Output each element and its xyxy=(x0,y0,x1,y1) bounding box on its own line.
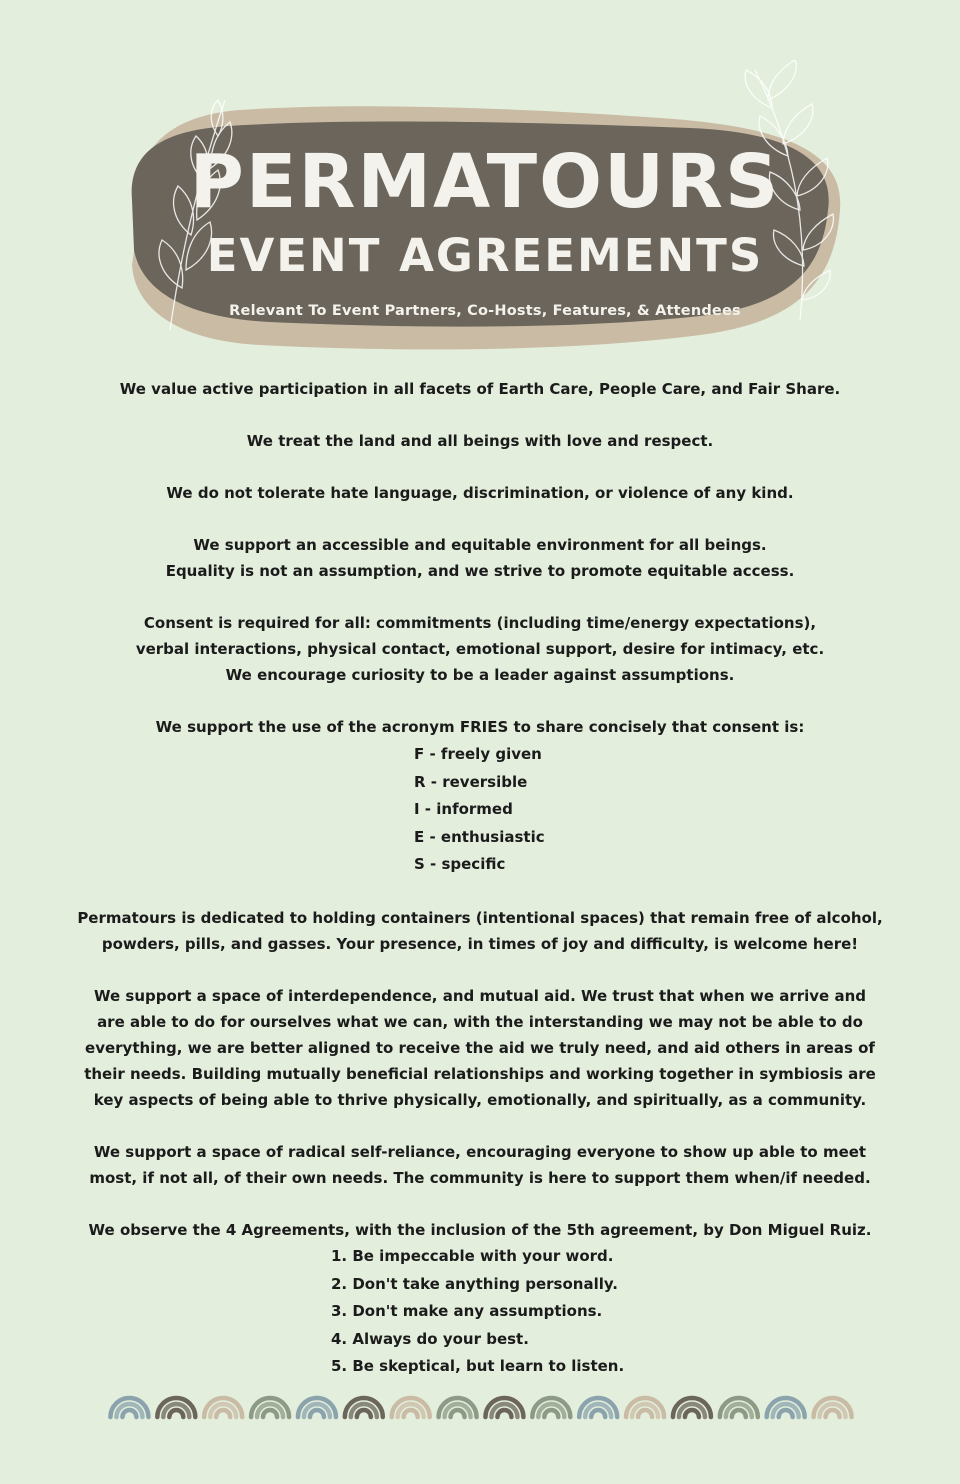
page-subtitle: EVENT AGREEMENTS xyxy=(206,229,764,282)
rainbow-arc xyxy=(122,1410,136,1417)
page-title: PERMATOURS xyxy=(189,139,781,225)
paragraph-line: Consent is required for all: commitments (including time/energy expectations), xyxy=(143,614,817,632)
rainbow-icon xyxy=(485,1398,523,1417)
audience-note: Relevant To Event Partners, Co-Hosts, Features, & Attendees xyxy=(229,303,741,319)
rainbow-arc xyxy=(638,1410,652,1417)
rainbow-arc xyxy=(497,1410,511,1417)
rainbow-icon xyxy=(579,1398,617,1417)
rainbow-arc xyxy=(310,1410,324,1417)
paragraph-line: are able to do for ourselves what we can, with the interstanding we may not be able to do xyxy=(97,1012,863,1031)
rainbow-icon xyxy=(814,1398,852,1417)
paragraph-line: We support a space of radical self-reliance, encouraging everyone to show up able to meet xyxy=(93,1142,867,1161)
paragraph-fries xyxy=(40,714,920,879)
fries-item: F - freely given xyxy=(414,745,542,763)
rainbow-icon xyxy=(110,1398,148,1417)
rainbow-icon xyxy=(439,1398,477,1417)
paragraph-line: powders, pills, and gasses. Your presence, in times of joy and difficulty, is welcome here! xyxy=(101,934,859,953)
paragraph-line: key aspects of being able to thrive physically, emotionally, and spiritually, as a community. xyxy=(93,1090,867,1109)
agreement-item: 2. Don't take anything personally. xyxy=(331,1274,618,1293)
paragraph-line: We value active participation in all facets of Earth Care, People Care, and Fair Share. xyxy=(119,380,841,398)
rainbow-arc xyxy=(826,1410,840,1417)
fries-item: S - specific xyxy=(414,855,506,874)
agreements-body xyxy=(40,376,920,1407)
rainbow-icon xyxy=(767,1398,805,1417)
agreement-item: 5. Be skeptical, but learn to listen. xyxy=(331,1357,625,1376)
fries-item: R - reversible xyxy=(414,772,528,791)
paragraph-substance-free xyxy=(40,905,920,957)
paragraph-line: everything, we are better aligned to receive the aid we truly need, and aid others in areas of xyxy=(85,1038,875,1057)
paragraph-participation xyxy=(40,376,920,402)
agreement-item: 1. Be impeccable with your word. xyxy=(331,1246,614,1265)
paragraph-line: Equality is not an assumption, and we strive to promote equitable access. xyxy=(165,562,795,580)
rainbow-arc xyxy=(263,1410,277,1417)
paragraph-line: their needs. Building mutually beneficial relationships and working together in symbiosis are xyxy=(84,1064,876,1083)
paragraph-respect xyxy=(40,428,920,454)
paragraph-no-hate xyxy=(40,480,920,506)
fries-item: E - enthusiastic xyxy=(414,827,545,846)
fries-list xyxy=(40,741,920,879)
paragraph-line: most, if not all, of their own needs. The community is here to support them when/if needed. xyxy=(89,1168,871,1187)
paragraph-line: We treat the land and all beings with love and respect. xyxy=(246,432,714,450)
paragraph-four-agreements xyxy=(40,1217,920,1381)
rainbow-arc xyxy=(732,1410,746,1417)
rainbow-icon xyxy=(626,1398,664,1417)
rainbow-arc xyxy=(591,1410,605,1417)
paragraph-consent xyxy=(40,610,920,688)
rainbow-icon xyxy=(204,1398,242,1417)
agreement-item: 3. Don't make any assumptions. xyxy=(331,1302,603,1321)
paragraph-line: We support a space of interdependence, and mutual aid. We trust that when we arrive and xyxy=(94,986,866,1005)
paragraph-line: We support the use of the acronym FRIES to share concisely that consent is: xyxy=(155,718,805,736)
paragraph-line: Permatours is dedicated to holding containers (intentional spaces) that remain free of alcohol, xyxy=(77,908,883,927)
rainbow-arc xyxy=(779,1410,793,1417)
rainbow-icon xyxy=(720,1398,758,1417)
rainbow-arc xyxy=(685,1410,699,1417)
header-banner xyxy=(100,60,870,370)
rainbow-icon xyxy=(251,1398,289,1417)
paragraph-line: We observe the 4 Agreements, with the inclusion of the 5th agreement, by Don Miguel Ruiz. xyxy=(88,1220,872,1239)
rainbow-arc xyxy=(451,1410,465,1417)
paragraph-line: We encourage curiosity to be a leader against assumptions. xyxy=(225,666,735,684)
rainbow-icon xyxy=(532,1398,570,1417)
paragraph-mutual-aid xyxy=(40,983,920,1113)
paragraph-line: verbal interactions, physical contact, emotional support, desire for intimacy, etc. xyxy=(135,640,825,658)
rainbow-arc xyxy=(169,1410,183,1417)
rainbow-arc xyxy=(544,1410,558,1417)
rainbow-arc xyxy=(216,1410,230,1417)
fries-item: I - informed xyxy=(414,800,513,819)
rainbow-arc xyxy=(357,1410,371,1417)
rainbow-icon xyxy=(298,1398,336,1417)
rainbow-icon xyxy=(392,1398,430,1417)
rainbow-icon xyxy=(157,1398,195,1417)
rainbow-icon xyxy=(345,1398,383,1417)
agreements-list xyxy=(40,1243,920,1381)
rainbow-icon xyxy=(673,1398,711,1417)
paragraph-self-reliance xyxy=(40,1139,920,1191)
paragraph-accessibility xyxy=(40,532,920,584)
paragraph-line: We do not tolerate hate language, discrimination, or violence of any kind. xyxy=(166,484,794,502)
agreement-item: 4. Always do your best. xyxy=(331,1329,529,1348)
paragraph-line: We support an accessible and equitable environment for all beings. xyxy=(193,536,767,554)
rainbow-arc xyxy=(404,1410,418,1417)
rainbow-border xyxy=(106,1380,856,1420)
